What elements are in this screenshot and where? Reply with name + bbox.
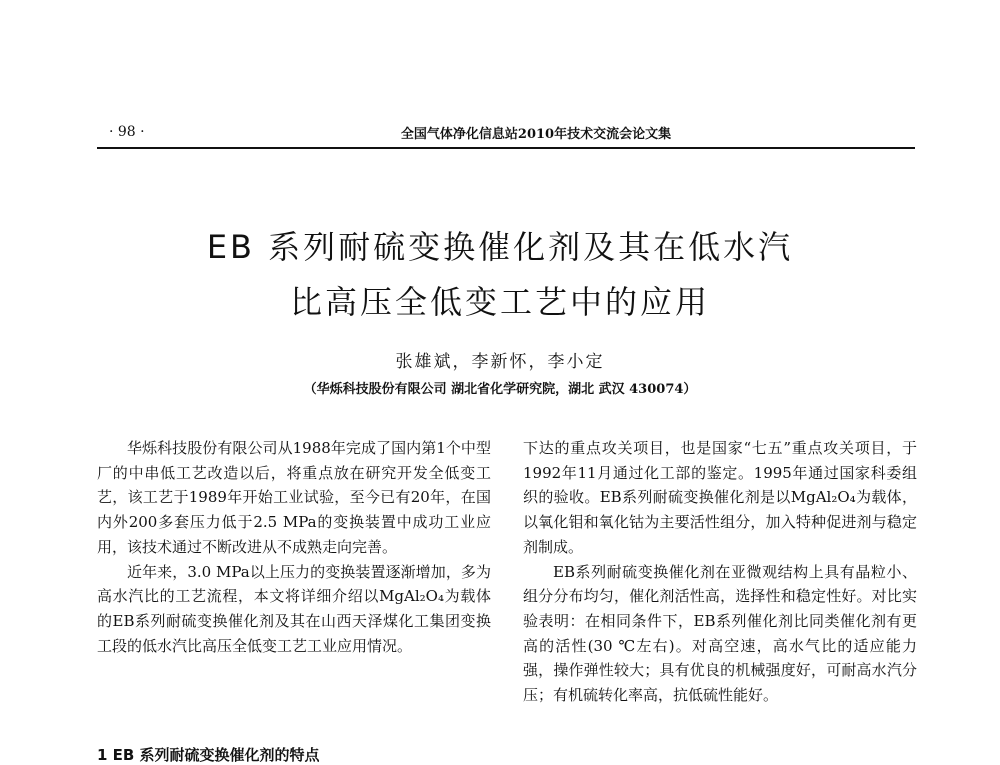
right-column <box>523 436 917 708</box>
running-header <box>97 118 915 144</box>
author-list: 张雄斌，李新怀，李小定 <box>395 352 605 372</box>
paper-title-line-1: EB 系列耐硫变换催化剂及其在低水汽 <box>206 228 794 266</box>
journal-title: 全国气体净化信息站2010年技术交流会论文集 <box>400 127 672 142</box>
paragraph: 下达的重点攻关项目，也是国家“七五”重点攻关项目，于1992年11月通过化工部的鉴定。1995年通过国家科委组织的验收。EB系列耐硫变换催化剂是以MgAl₂O₄为载体，以氧化钼和氧化钴为主要活性组分，加入特种促进剂与稳定剂制成。 <box>523 439 917 556</box>
paragraph: 近年来，3.0 MPa以上压力的变换装置逐渐增加，多为高水汽比的工艺流程，本文将详细介绍以MgAl₂O₄为载体的EB系列耐硫变换催化剂及其在山西天泽煤化工集团变换工段的低水汽比高压全低变工艺工业应用情况。 <box>97 562 491 655</box>
left-column <box>97 436 491 658</box>
paragraph: EB系列耐硫变换催化剂在亚微观结构上具有晶粒小、组分分布均匀，催化剂活性高，选择性和稳定性好。对比实验表明：在相同条件下，EB系列催化剂比同类催化剂有更高的活性(30 ℃左右)。对高空速，高水气比的适应能力强，操作弹性较大；具有优良的机械强度好，可耐高水汽分压；有机硫转化率高，抗低硫性能好。 <box>523 562 917 705</box>
page-number: · 98 · <box>109 124 145 140</box>
header-rule <box>97 147 915 149</box>
section-heading: 1 EB 系列耐硫变换催化剂的特点 <box>97 746 320 764</box>
affiliation: （华烁科技股份有限公司 湖北省化学研究院，湖北 武汉 430074） <box>303 382 697 397</box>
paragraph: 华烁科技股份有限公司从1988年完成了国内第1个中型厂的中串低工艺改造以后，将重点放在研究开发全低变工艺，该工艺于1989年开始工业试验，至今已有20年，在国内外200多套压力低于2.5 MPa的变换装置中成功工业应用，该技术通过不断改进从不成熟走向完善。 <box>97 439 491 556</box>
paper-title-line-2: 比高压全低变工艺中的应用 <box>289 283 710 321</box>
